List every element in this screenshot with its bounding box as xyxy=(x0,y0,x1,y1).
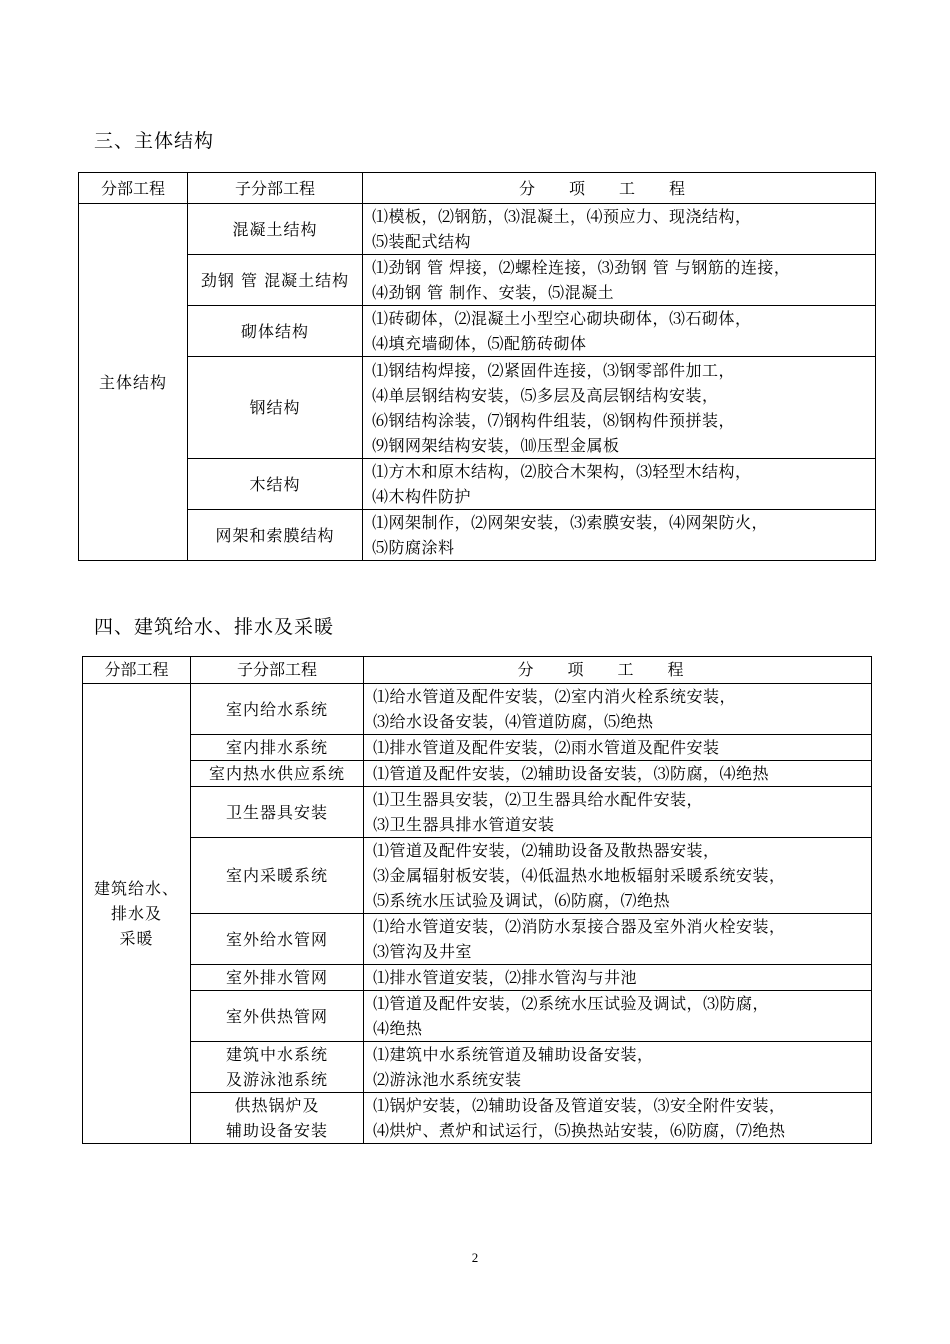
items-cell xyxy=(364,991,872,1042)
subdivision-line: 室内采暖系统 xyxy=(225,866,328,885)
header-items: 分项工程 xyxy=(364,657,872,684)
item-line: ⑸装配式结构 xyxy=(372,232,472,251)
item-line: ⑴劲钢 管 焊接，⑵螺栓连接，⑶劲钢 管 与钢筋的连接， xyxy=(372,258,791,277)
item-line: ⑴卫生器具安装，⑵卫生器具给水配件安装， xyxy=(373,790,704,809)
table-row xyxy=(83,787,872,838)
page-number: 2 xyxy=(471,1250,479,1265)
subdivision-line: 室外供热管网 xyxy=(225,1006,328,1026)
item-line: ⑷劲钢 管 制作、安装，⑸混凝土 xyxy=(372,283,615,302)
item-line: ⑶金属辐射板安装，⑷低温热水地板辐射采暖系统安装， xyxy=(373,866,786,885)
subdivision-line: 室外给水管网 xyxy=(225,929,328,949)
item-line: ⑴建筑中水系统管道及辅助设备安装， xyxy=(373,1045,654,1064)
table-row xyxy=(83,684,872,735)
section-4-title: 四、建筑给水、排水及采暖 xyxy=(94,616,335,638)
subdivision-cell xyxy=(191,735,364,761)
main-structure-table xyxy=(78,172,876,561)
header-subdivision: 子分部工程 xyxy=(188,173,363,204)
subdivision-cell xyxy=(191,1042,364,1093)
item-line: ⑴方木和原木结构，⑵胶合木架构，⑶轻型木结构， xyxy=(372,462,752,481)
subdivision-cell xyxy=(191,965,364,991)
subdivision-cell xyxy=(191,838,364,914)
item-line: ⑷烘炉、煮炉和试运行，⑸换热站安装，⑹防腐，⑺绝热 xyxy=(373,1121,786,1140)
item-line: ⑴钢结构焊接，⑵紧固件连接，⑶钢零部件加工， xyxy=(372,360,736,380)
item-line: ⑹钢结构涂装，⑺钢构件组装，⑻钢构件预拼装， xyxy=(372,410,736,430)
header-subdivision: 子分部工程 xyxy=(191,657,364,684)
plumbing-heating-table xyxy=(82,656,872,1144)
item-line: ⑶给水设备安装，⑷管道防腐，⑸绝热 xyxy=(373,712,654,731)
item-line: ⑴排水管道安装，⑵排水管沟与井池 xyxy=(373,968,638,987)
items-cell xyxy=(363,510,876,561)
subdivision-cell xyxy=(191,991,364,1042)
items-cell xyxy=(364,684,872,735)
item-line: ⑷单层钢结构安装，⑸多层及高层钢结构安装， xyxy=(372,385,719,405)
subdivision-line: 室内排水系统 xyxy=(225,738,328,757)
subdivision-line: 及游泳池系统 xyxy=(225,1070,328,1089)
item-line: ⑵游泳池水系统安装 xyxy=(373,1070,522,1089)
items-cell xyxy=(364,838,872,914)
item-line: ⑴锅炉安装，⑵辅助设备及管道安装，⑶安全附件安装， xyxy=(373,1096,786,1115)
header-items: 分项工程 xyxy=(363,173,876,204)
items-cell xyxy=(364,735,872,761)
subdivision-cell xyxy=(191,914,364,965)
subdivision-cell: 混凝土结构 xyxy=(188,204,363,255)
division-line: 建筑给水、 xyxy=(93,879,179,898)
subdivision-cell xyxy=(191,787,364,838)
item-line: ⑸系统水压试验及调试，⑹防腐，⑺绝热 xyxy=(373,891,671,910)
table-row xyxy=(79,459,876,510)
table-row xyxy=(79,255,876,306)
division-line: 排水及 xyxy=(110,904,162,923)
item-line: ⑴排水管道及配件安装，⑵雨水管道及配件安装 xyxy=(373,738,720,757)
items-cell xyxy=(364,914,872,965)
item-line: ⑴砖砌体，⑵混凝土小型空心砌块砌体，⑶石砌体， xyxy=(372,309,752,328)
items-cell xyxy=(363,306,876,357)
item-line: ⑴给水管道及配件安装，⑵室内消火栓系统安装， xyxy=(373,687,737,706)
table-row xyxy=(83,965,872,991)
item-line: ⑴模板，⑵钢筋，⑶混凝土，⑷预应力、现浇结构， xyxy=(372,207,752,226)
items-cell xyxy=(363,255,876,306)
header-division: 分部工程 xyxy=(83,657,191,684)
items-cell xyxy=(363,459,876,510)
subdivision-line: 室内给水系统 xyxy=(225,699,328,719)
table-row xyxy=(79,510,876,561)
division-cell: 主体结构 xyxy=(79,204,188,561)
table-row xyxy=(79,306,876,357)
subdivision-line: 室内热水供应系统 xyxy=(208,764,345,783)
subdivision-line: 辅助设备安装 xyxy=(225,1121,328,1140)
subdivision-cell: 钢结构 xyxy=(188,357,363,459)
item-line: ⑴网架制作，⑵网架安装，⑶索膜安装，⑷网架防火， xyxy=(372,513,769,532)
table-row xyxy=(83,1093,872,1144)
items-cell xyxy=(364,965,872,991)
subdivision-cell xyxy=(191,1093,364,1144)
subdivision-cell: 砌体结构 xyxy=(188,306,363,357)
subdivision-line: 建筑中水系统 xyxy=(225,1045,328,1064)
table-row xyxy=(83,838,872,914)
items-cell xyxy=(364,1042,872,1093)
header-division: 分部工程 xyxy=(79,173,188,204)
items-cell xyxy=(363,357,876,459)
table-row xyxy=(83,914,872,965)
table-row xyxy=(83,1042,872,1093)
subdivision-line: 室外排水管网 xyxy=(225,968,328,987)
table-row xyxy=(83,735,872,761)
table-row xyxy=(79,357,876,459)
subdivision-cell xyxy=(191,761,364,787)
items-cell xyxy=(364,1093,872,1144)
table-row xyxy=(79,204,876,255)
subdivision-cell: 网架和索膜结构 xyxy=(188,510,363,561)
subdivision-cell: 木结构 xyxy=(188,459,363,510)
items-cell xyxy=(364,787,872,838)
subdivision-cell xyxy=(191,684,364,735)
item-line: ⑴管道及配件安装，⑵辅助设备安装，⑶防腐，⑷绝热 xyxy=(373,764,770,783)
subdivision-cell: 劲钢 管 混凝土结构 xyxy=(188,255,363,306)
table-header-row xyxy=(79,173,876,204)
item-line: ⑼钢网架结构安装，⑽压型金属板 xyxy=(372,435,620,455)
item-line: ⑶卫生器具排水管道安装 xyxy=(373,815,555,834)
item-line: ⑸防腐涂料 xyxy=(372,538,455,557)
item-line: ⑶管沟及井室 xyxy=(373,942,473,961)
item-line: ⑷绝热 xyxy=(373,1019,423,1038)
division-line: 采暖 xyxy=(119,929,154,948)
item-line: ⑴管道及配件安装，⑵辅助设备及散热器安装， xyxy=(373,841,720,860)
item-line: ⑷填充墙砌体，⑸配筋砖砌体 xyxy=(372,334,587,353)
items-cell xyxy=(363,204,876,255)
division-cell xyxy=(83,684,191,1144)
table-row xyxy=(83,991,872,1042)
subdivision-line: 供热锅炉及 xyxy=(234,1096,320,1115)
item-line: ⑴管道及配件安装，⑵系统水压试验及调试，⑶防腐， xyxy=(373,994,770,1013)
table-row xyxy=(83,761,872,787)
item-line: ⑴给水管道安装，⑵消防水泵接合器及室外消火栓安装， xyxy=(373,917,786,936)
table-header-row xyxy=(83,657,872,684)
items-cell xyxy=(364,761,872,787)
item-line: ⑷木构件防护 xyxy=(372,487,472,506)
section-3-title: 三、主体结构 xyxy=(94,130,215,152)
subdivision-line: 卫生器具安装 xyxy=(225,802,328,822)
